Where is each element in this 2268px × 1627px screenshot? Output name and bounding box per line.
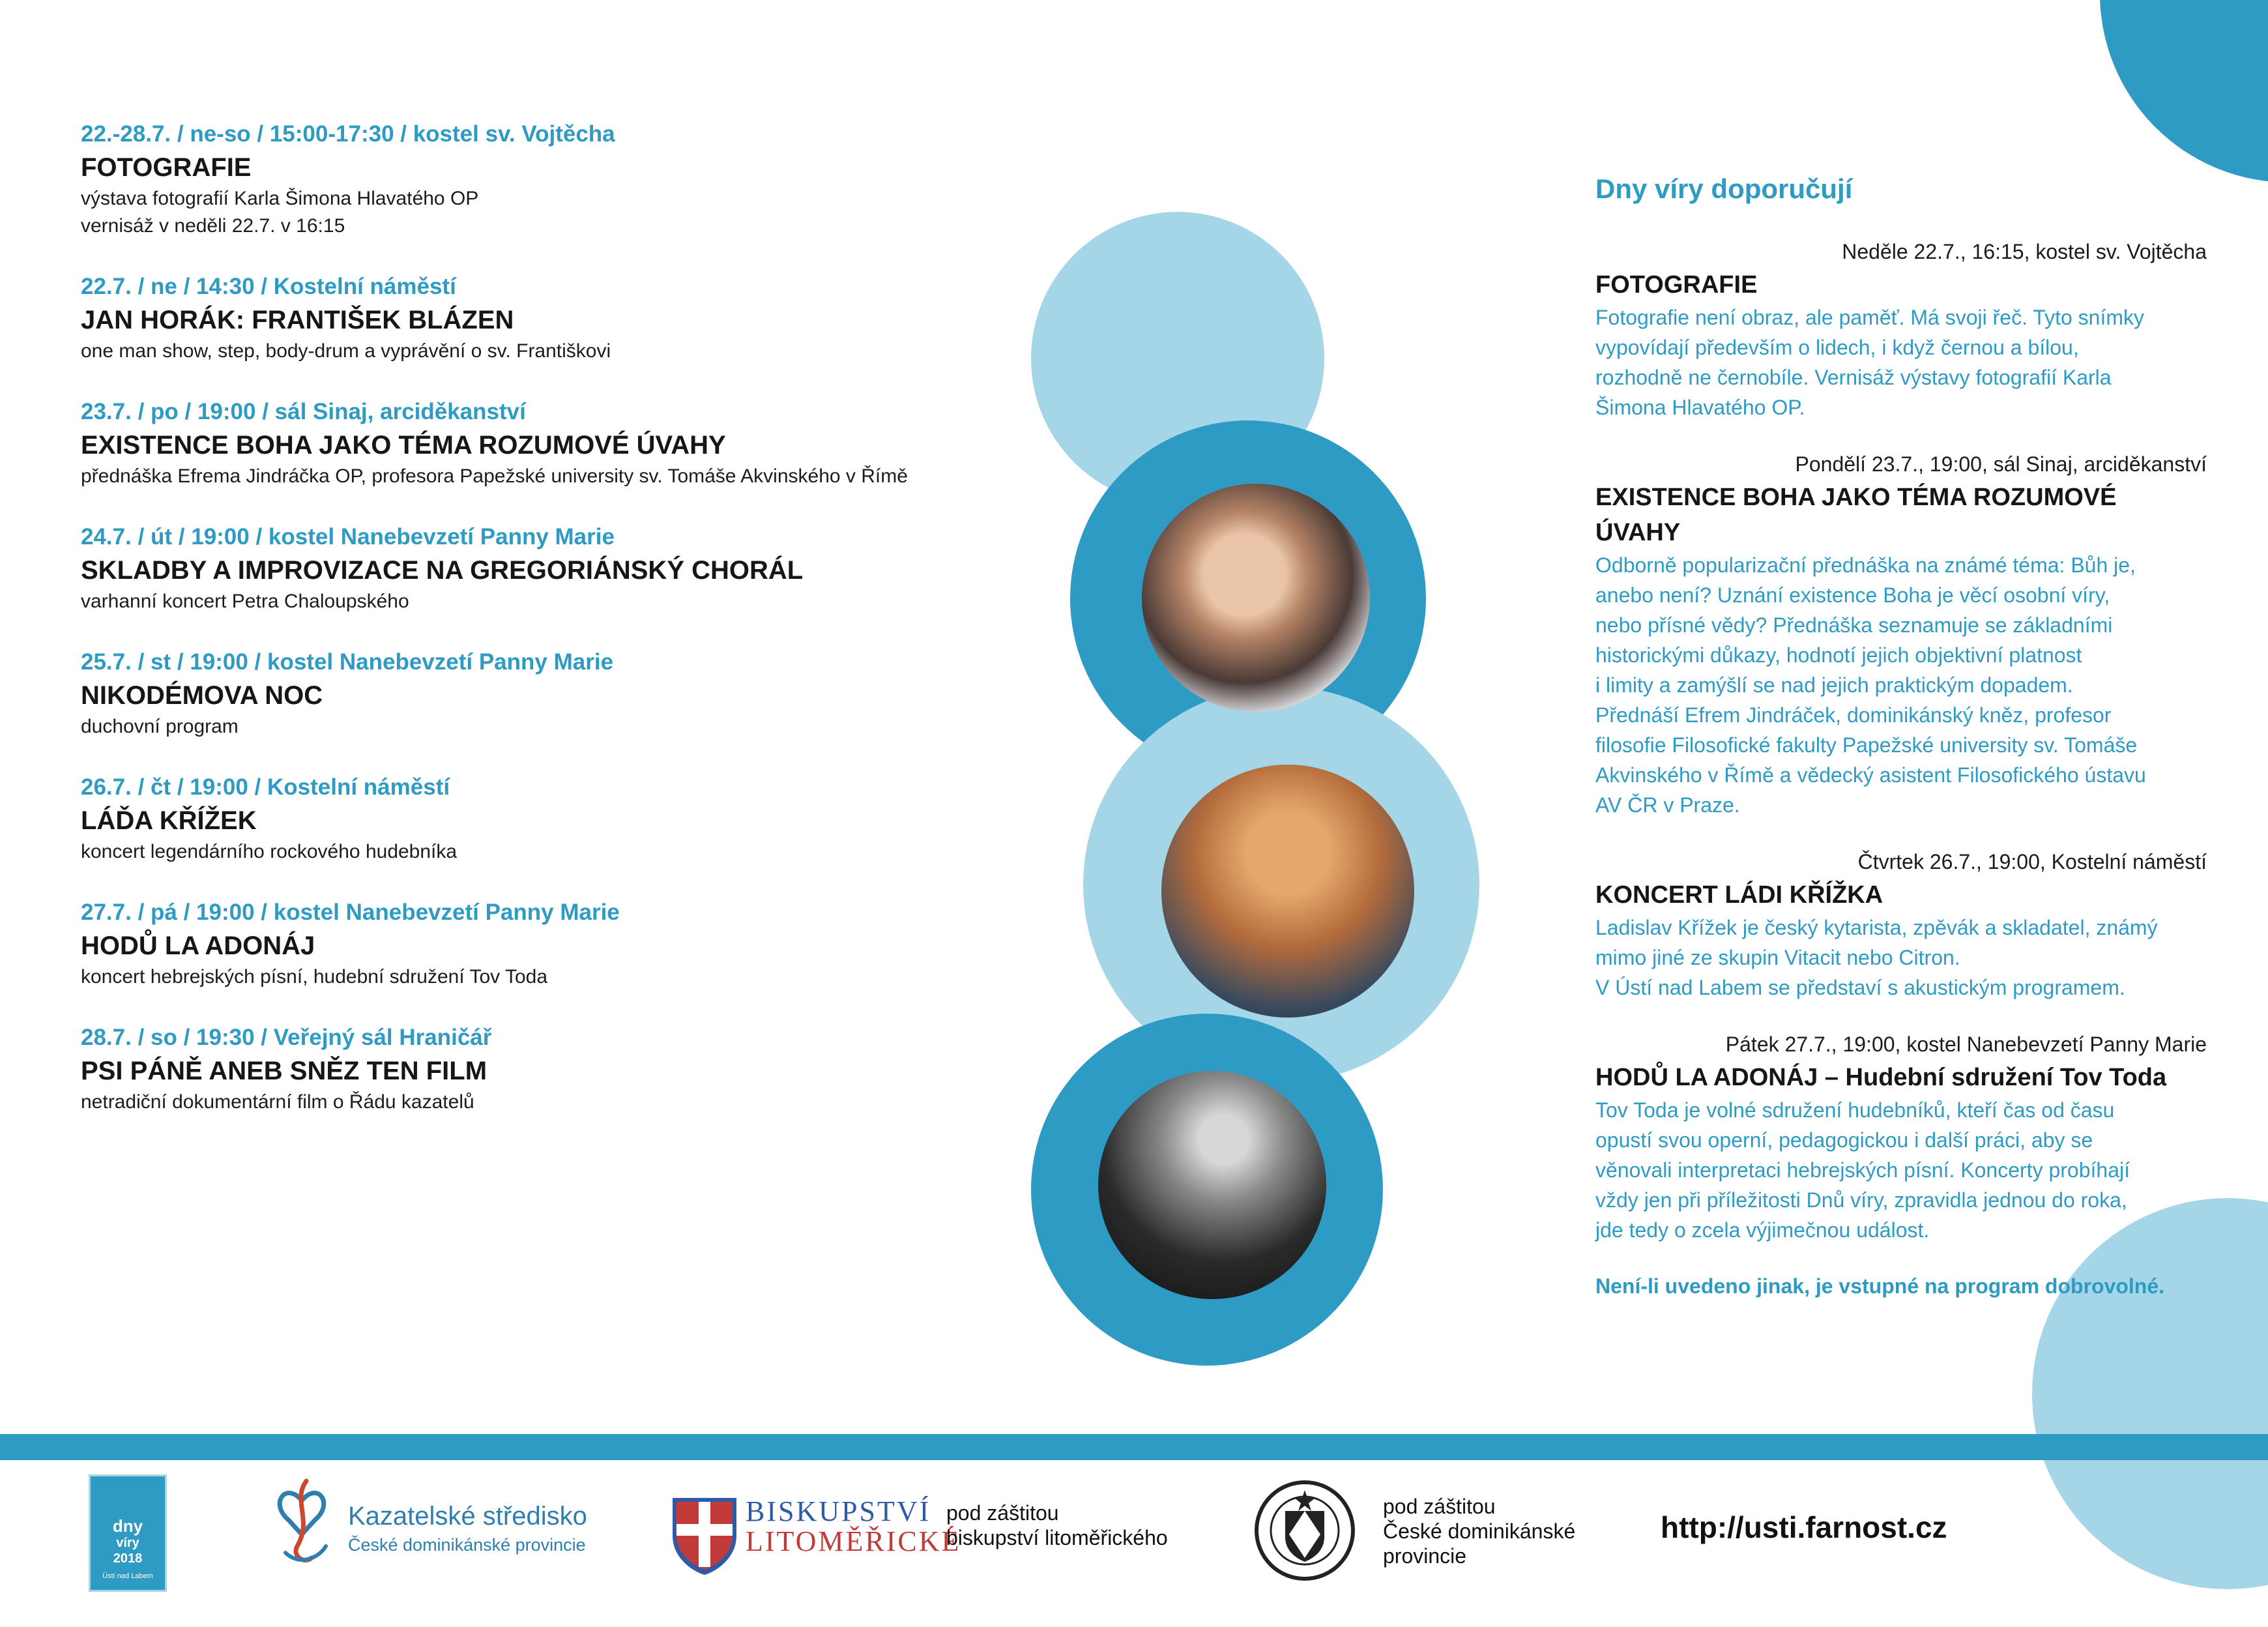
event (81, 119, 1045, 240)
event (81, 897, 1045, 991)
recommend-heading: Dny víry doporučují (1595, 173, 1853, 204)
photo-concert (1161, 765, 1414, 1018)
event-title: EXISTENCE BOHA JAKO TÉMA ROZUMOVÉ ÚVAHY (81, 431, 726, 460)
event-title: JAN HORÁK: FRANTIŠEK BLÁZEN (81, 306, 514, 334)
recommend-text: Odborně popularizační přednáška na známé téma: Bůh je, anebo není? Uznání existence Boha je věcí osobní víry, nebo přísné vědy? Přednáška seznamuje se základními historickými důkazy, hodnotí jejich objektivní platnost i limity a zamýšlí se nad jejich praktickým dopadem. Přednáší Efrem Jindráček, dominikánský kněz, profesor filosofie Filosofické fakulty Papežské university sv. Tomáše Akvinského v Římě a vědecký asistent Filosofického ústavu AV ČR v Praze. (1595, 553, 2146, 817)
recommendations (1595, 169, 2207, 1301)
recommend-item (1595, 846, 2207, 1003)
event-title: HODŮ LA ADONÁJ (81, 931, 315, 960)
event (81, 396, 1045, 490)
event-desc: netradiční dokumentární film o Řádu kazatelů (81, 1091, 474, 1113)
recommend-meta: Čtvrtek 26.7., 19:00, Kostelní náměstí (1857, 850, 2207, 873)
event-meta: 22.-28.7. / ne-so / 15:00-17:30 / kostel sv. Vojtěcha (81, 121, 615, 147)
recommend-item (1595, 1029, 2207, 1245)
kazatelske-stredisko-icon (272, 1474, 331, 1572)
event-meta: 26.7. / čt / 19:00 / Kostelní náměstí (81, 774, 450, 800)
recommend-meta: Neděle 22.7., 16:15, kostel sv. Vojtěcha (1842, 240, 2207, 263)
admission-note: Není-li uvedeno jinak, je vstupné na program dobrovolné. (1595, 1274, 2165, 1298)
patronage-dominican: pod záštitou České dominikánské provincie (1383, 1495, 1576, 1568)
photo-musician (1098, 1071, 1326, 1299)
event-desc: koncert hebrejských písní, hudební sdružení Tov Toda (81, 966, 548, 988)
recommend-text: Tov Toda je volné sdružení hudebníků, kteří čas od času opustí svou operní, pedagogickou i další práci, aby se věnovali interpretaci hebrejských písní. Koncerty probíhají vždy jen při příležitosti Dnů víry, zpravidla jednou do roka, jde tedy o zcela výjimečnou událost. (1595, 1098, 2130, 1242)
event (81, 271, 1045, 365)
event-meta: 23.7. / po / 19:00 / sál Sinaj, arciděkanství (81, 399, 526, 424)
event-meta: 22.7. / ne / 14:30 / Kostelní náměstí (81, 274, 456, 299)
event-title: NIKODÉMOVA NOC (81, 681, 323, 710)
event-desc: one man show, step, body-drum a vyprávění o sv. Františkovi (81, 340, 611, 362)
event-meta: 27.7. / pá / 19:00 / kostel Nanebevzetí Panny Marie (81, 900, 620, 925)
event-desc: koncert legendárního rockového hudebníka (81, 841, 458, 862)
recommend-title: FOTOGRAFIE (1595, 271, 1758, 299)
biskupstvi-shield-icon (671, 1497, 738, 1575)
event (81, 772, 1045, 866)
biskupstvi-text: BISKUPSTVÍ LITOMĚŘICKÉ (746, 1495, 961, 1557)
kazatelske-stredisko-text: Kazatelské středisko České dominikánské provincie (348, 1502, 587, 1555)
event (81, 1022, 1045, 1116)
event-title: PSI PÁNĚ ANEB SNĚZ TEN FILM (81, 1057, 487, 1085)
event-title: SKLADBY A IMPROVIZACE NA GREGORIÁNSKÝ CHORÁL (81, 556, 804, 585)
footer-band (0, 1434, 2268, 1460)
event-meta: 25.7. / st / 19:00 / kostel Nanebevzetí Panny Marie (81, 649, 614, 675)
patronage-biskupstvi: pod záštitou biskupství litoměřického (946, 1501, 1168, 1549)
website-link[interactable]: http://usti.farnost.cz (1661, 1510, 1947, 1544)
event-desc: výstava fotografií Karla Šimona Hlavatého OP (81, 188, 479, 209)
dominican-seal-icon (1253, 1478, 1357, 1583)
event-desc: vernisáž v neděli 22.7. v 16:15 (81, 215, 345, 237)
event (81, 521, 1045, 615)
dny-viry-logo: dny víry 2018 Ústí nad Labem (89, 1474, 167, 1592)
recommend-meta: Pondělí 23.7., 19:00, sál Sinaj, arciděkanství (1795, 452, 2207, 476)
event-desc: duchovní program (81, 716, 239, 737)
recommend-title: KONCERT LÁDI KŘÍŽKA (1595, 881, 1883, 909)
recommend-text: Fotografie není obraz, ale paměť. Má svoji řeč. Tyto snímky vypovídají především o lidech, i když černou a bílou, rozhodně ne černobíle. Vernisáž výstavy fotografií Karla Šimona Hlavatého OP. (1595, 306, 2144, 419)
recommend-title: HODŮ LA ADONÁJ – Hudební sdružení Tov Toda (1595, 1064, 2167, 1091)
event-title: LÁĎA KŘÍŽEK (81, 806, 257, 835)
event-meta: 24.7. / út / 19:00 / kostel Nanebevzetí Panny Marie (81, 524, 615, 550)
event-title: FOTOGRAFIE (81, 153, 252, 182)
program-list (81, 119, 1045, 1147)
recommend-title: EXISTENCE BOHA JAKO TÉMA ROZUMOVÉ ÚVAHY (1595, 484, 2117, 546)
photo-lecturer (1142, 484, 1370, 712)
decorative-circle-top-right (2100, 0, 2268, 183)
recommend-text: Ladislav Křížek je český kytarista, zpěvák a skladatel, známý mimo jiné ze skupin Vitacit nebo Citron. V Ústí nad Labem se představí s akustickým programem. (1595, 916, 2158, 999)
event-meta: 28.7. / so / 19:30 / Veřejný sál Hraničář (81, 1025, 492, 1050)
recommend-meta: Pátek 27.7., 19:00, kostel Nanebevzetí Panny Marie (1725, 1033, 2207, 1056)
recommend-item (1595, 448, 2207, 820)
recommend-item (1595, 236, 2207, 422)
event (81, 647, 1045, 740)
event-desc: přednáška Efrema Jindráčka OP, profesora Papežské university sv. Tomáše Akvinského v Římě (81, 465, 908, 487)
event-desc: varhanní koncert Petra Chaloupského (81, 591, 409, 612)
